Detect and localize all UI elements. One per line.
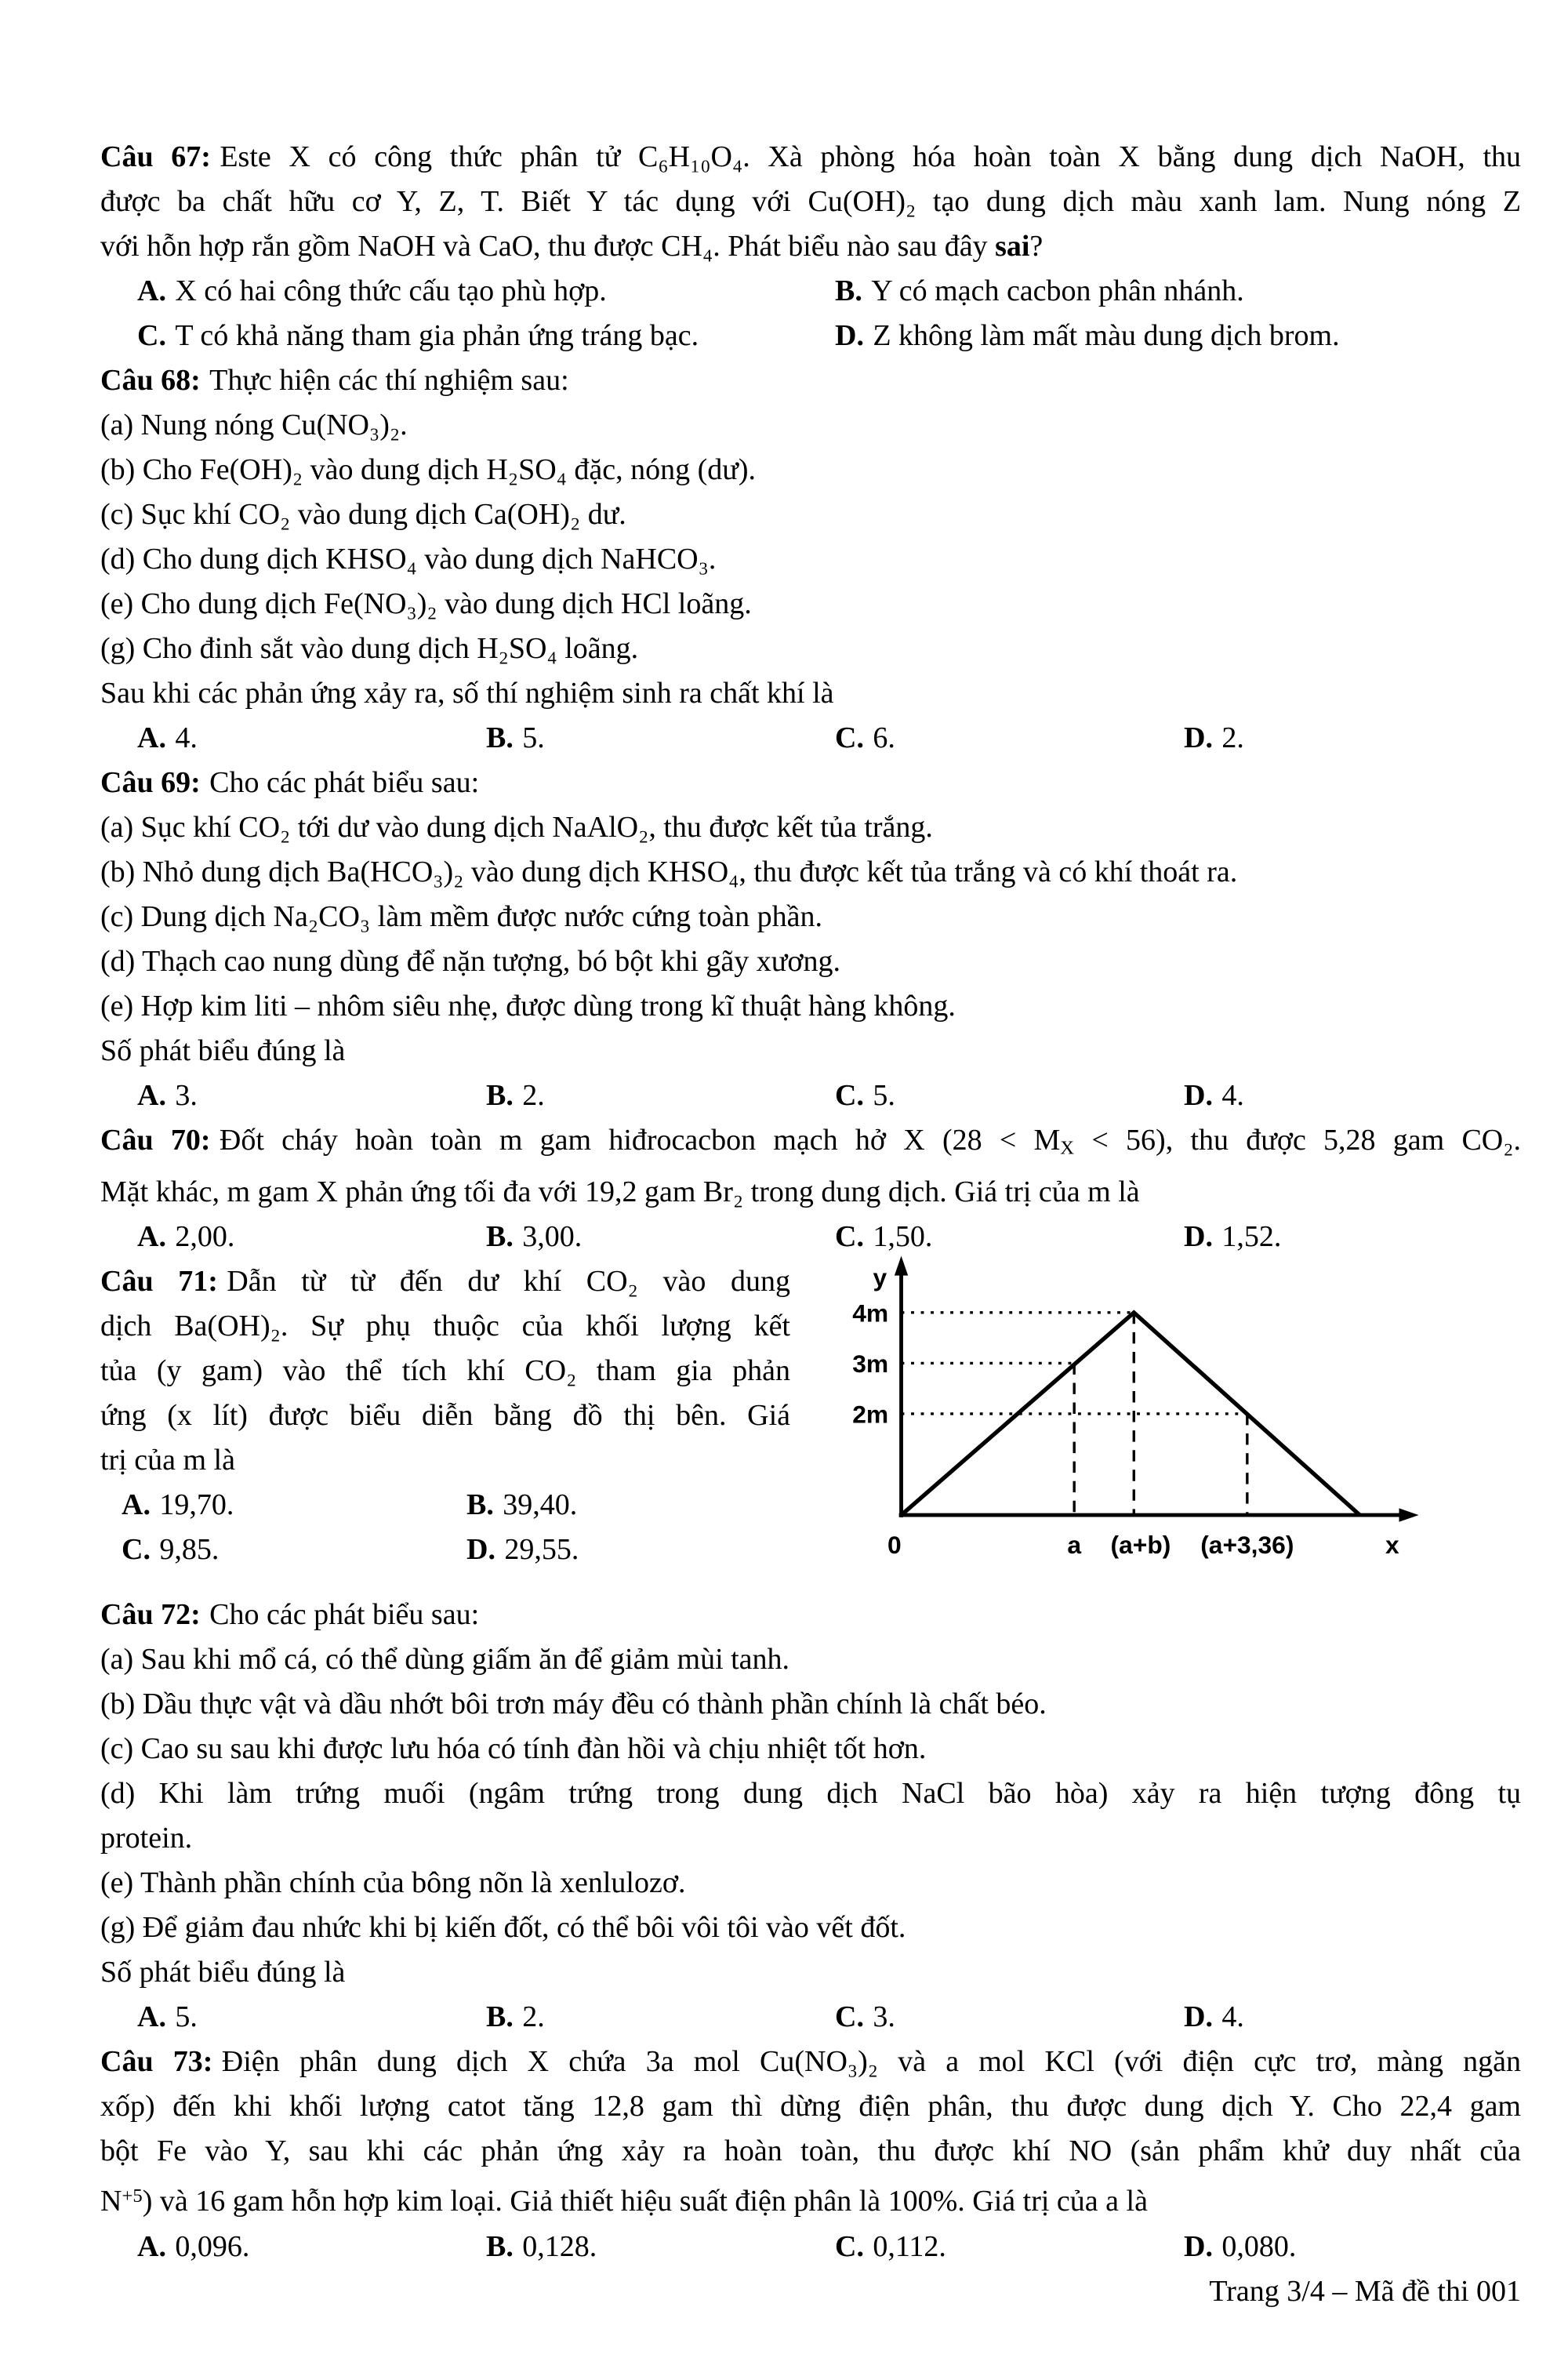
q70-text-1b: < 56), thu được 5,28 gam CO₂. — [1074, 1124, 1521, 1157]
q69-option-b-text: 2. — [522, 1079, 545, 1112]
q72-number: Câu 72: — [100, 1598, 201, 1632]
graph-ytick-4m: 4m — [852, 1299, 889, 1328]
q73-superscript-plus5: +5 — [122, 2185, 143, 2207]
q68-header — [100, 358, 1521, 403]
q70-option-a-text: 2,00. — [175, 1220, 235, 1254]
q68-option-b-text: 5. — [522, 721, 545, 754]
q70-option-b — [486, 1215, 835, 1259]
y-axis-arrowhead — [895, 1256, 908, 1276]
q71-text-column — [100, 1259, 790, 1572]
q69-intro: Cho các phát biểu sau: — [209, 766, 480, 799]
q71-line-2: dịch Ba(OH)₂. Sự phụ thuộc của khối lượng kết — [100, 1310, 790, 1343]
q69-options-row — [100, 1074, 1521, 1118]
q71-option-d-letter: D. — [466, 1533, 495, 1567]
q67-line-2: được ba chất hữu cơ Y, Z, T. Biết Y tác dụng với Cu(OH)₂ tạo dung dịch màu xanh lam. Nung nóng Z — [100, 185, 1521, 218]
q72-option-d-letter: D. — [1184, 2000, 1213, 2034]
q68-option-c-letter: C. — [835, 721, 864, 754]
q73-option-d-letter: D. — [1184, 2229, 1213, 2263]
q69-option-d-text: 4. — [1221, 1079, 1244, 1112]
q71-option-b — [466, 1483, 790, 1528]
q71-option-b-text: 39,40. — [503, 1488, 578, 1522]
q67-option-b-text: Y có mạch cacbon phân nhánh. — [871, 274, 1244, 307]
q73-option-d — [1184, 2225, 1521, 2269]
q72-option-c-text: 3. — [873, 2000, 895, 2034]
q71-option-c — [122, 1528, 466, 1572]
q68-outro: Sau khi các phản ứng xảy ra, số thí nghiệm sinh ra chất khí là — [100, 677, 834, 710]
graph-x-axis-label: x — [1385, 1531, 1399, 1560]
q72-outro: Số phát biểu đúng là — [100, 1956, 346, 1989]
q71-line-5: trị của m là — [100, 1444, 235, 1477]
q72-option-c-letter: C. — [835, 2000, 864, 2034]
q73-option-a-letter: A. — [137, 2229, 166, 2263]
q67-option-c-text: T có khả năng tham gia phản ứng tráng bạc. — [175, 319, 699, 352]
q70-line-2: Mặt khác, m gam X phản ứng tối đa với 19,2 gam Br₂ trong dung dịch. Giá trị của m là — [100, 1175, 1140, 1209]
q72-item-c: (c) Cao su sau khi được lưu hóa có tính đàn hồi và chịu nhiệt tốt hơn. — [100, 1732, 927, 1766]
q69-option-d — [1184, 1074, 1521, 1118]
q69-item-d: (d) Thạch cao nung dùng để nặn tượng, bó bột khi gãy xương. — [100, 945, 840, 978]
q69-option-a-text: 3. — [175, 1079, 198, 1112]
q71-option-a-text: 19,70. — [159, 1488, 234, 1522]
q69-item-a: (a) Sục khí CO₂ tới dư vào dung dịch NaAlO₂, thu được kết tủa trắng. — [100, 811, 933, 844]
graph-origin-label: 0 — [887, 1531, 902, 1560]
q72-option-b-text: 2. — [522, 2000, 545, 2034]
q68-option-a — [137, 716, 486, 761]
graph-ytick-2m: 2m — [852, 1400, 889, 1429]
q67-text-3c: ? — [1029, 230, 1044, 263]
q71-option-c-letter: C. — [122, 1533, 151, 1567]
q71-option-c-text: 9,85. — [159, 1533, 220, 1567]
q68-item-b: (b) Cho Fe(OH)₂ vào dung dịch H₂SO₄ đặc, nóng (dư). — [100, 453, 757, 486]
q68-option-b-letter: B. — [486, 721, 514, 754]
q67-bold-sai: sai — [995, 230, 1030, 263]
q72-option-a-text: 5. — [175, 2000, 198, 2034]
q72-header — [100, 1593, 1521, 1637]
q71-options-row-1 — [100, 1483, 790, 1528]
q69-option-b-letter: B. — [486, 1079, 514, 1112]
q72-option-b-letter: B. — [486, 2000, 514, 2034]
q71-option-d — [466, 1528, 790, 1572]
q67-text-1: Este X có công thức phân tử C₆H₁₀O₄. Xà phòng hóa hoàn toàn X bằng dung dịch NaOH, thu — [220, 140, 1522, 173]
q72-option-d — [1184, 1995, 1521, 2040]
q72-intro: Cho các phát biểu sau: — [209, 1598, 480, 1632]
q68-option-b — [486, 716, 835, 761]
q72-item-g: (g) Để giảm đau nhức khi bị kiến đốt, có thể bôi vôi tôi vào vết đốt. — [100, 1911, 906, 1945]
q68-option-d-text: 2. — [1221, 721, 1244, 754]
q67-option-a — [137, 269, 835, 314]
q68-option-c-text: 6. — [873, 721, 895, 754]
q67-option-d-text: Z không làm mất màu dung dịch brom. — [873, 319, 1340, 352]
q72-item-d-line-2: protein. — [100, 1822, 193, 1855]
q73-option-b-text: 0,128. — [522, 2229, 597, 2263]
q73-line-1 — [100, 2040, 1521, 2084]
q73-line-2: xốp) đến khi khối lượng catot tăng 12,8 gam thì dừng điện phân, thu được dung dịch Y. Cho 22,4 gam — [100, 2090, 1521, 2124]
q67-number: Câu 67: — [100, 140, 211, 173]
q67-option-a-text: X có hai công thức cấu tạo phù hợp. — [175, 274, 607, 307]
q68-item-e: (e) Cho dung dịch Fe(NO₃)₂ vào dung dịch HCl loãng. — [100, 587, 752, 620]
q67-line-3 — [100, 224, 1521, 269]
q73-number: Câu 73: — [100, 2045, 213, 2079]
q72-option-c — [835, 1995, 1184, 2040]
q70-subscript-x: X — [1060, 1137, 1075, 1159]
q67-option-d-letter: D. — [835, 319, 864, 352]
q73-option-b — [486, 2225, 835, 2269]
q71-option-a-letter: A. — [122, 1488, 151, 1522]
q73-line-3: bột Fe vào Y, sau khi các phản ứng xảy ra hoàn toàn, thu được khí NO (sản phẩm khử duy nhất của — [100, 2134, 1521, 2168]
q67-options-row-2 — [100, 314, 1521, 358]
q72-item-d-line-1: (d) Khi làm trứng muối (ngâm trứng trong dung dịch NaCl bão hòa) xảy ra hiện tượng đông tụ — [100, 1777, 1521, 1811]
q73-option-c-text: 0,112. — [873, 2229, 946, 2263]
q69-item-b: (b) Nhỏ dung dịch Ba(HCO₃)₂ vào dung dịch KHSO₄, thu được kết tủa trắng và có khí thoát ra. — [100, 856, 1238, 888]
q73-text-4b: ) và 16 gam hỗn hợp kim loại. Giả thiết hiệu suất điện phân là 100%. Giá trị của a là — [142, 2185, 1148, 2218]
q68-number: Câu 68: — [100, 364, 201, 397]
q67-line-1 — [100, 135, 1521, 180]
q71-precipitate-graph — [829, 1247, 1472, 1579]
q73-line-4 — [100, 2174, 1521, 2224]
q72-options-row — [100, 1995, 1521, 2040]
q69-outro: Số phát biểu đúng là — [100, 1034, 346, 1067]
q69-option-a-letter: A. — [137, 1079, 166, 1112]
graph-xtick-a-plus-336: (a+3,36) — [1200, 1531, 1294, 1560]
q73-option-a — [137, 2225, 486, 2269]
q69-option-b — [486, 1074, 835, 1118]
q70-option-a-letter: A. — [137, 1220, 166, 1254]
q70-option-a — [137, 1215, 486, 1259]
q72-item-e: (e) Thành phần chính của bông nõn là xenlulozơ. — [100, 1866, 686, 1900]
q73-options-row — [100, 2225, 1521, 2269]
q69-option-c-letter: C. — [835, 1079, 864, 1112]
q68-option-a-text: 4. — [175, 721, 198, 754]
q71-line-3: tủa (y gam) vào thể tích khí CO₂ tham gia phản — [100, 1354, 790, 1388]
graph-xtick-a-plus-b: (a+b) — [1110, 1531, 1171, 1560]
q70-option-c-letter: C. — [835, 1220, 864, 1254]
q69-number: Câu 69: — [100, 766, 201, 799]
q67-option-c-letter: C. — [137, 319, 166, 352]
q67-option-d — [835, 314, 1521, 358]
q67-option-b — [835, 269, 1521, 314]
q68-item-a: (a) Nung nóng Cu(NO₃)₂. — [100, 409, 408, 441]
q71-block — [100, 1259, 1521, 1593]
q72-item-a: (a) Sau khi mổ cá, có thể dùng giấm ăn để giảm mùi tanh. — [100, 1643, 790, 1677]
q69-option-c-text: 5. — [873, 1079, 895, 1112]
q67-text-3a: với hỗn hợp rắn gồm NaOH và CaO, thu được CH₄. Phát biểu nào sau đây — [100, 230, 996, 263]
q73-option-a-text: 0,096. — [175, 2229, 250, 2263]
q73-option-d-text: 0,080. — [1221, 2229, 1297, 2263]
q71-text-1: Dẫn từ từ đến dư khí CO₂ vào dung — [227, 1265, 790, 1299]
q70-option-d-letter: D. — [1184, 1220, 1213, 1254]
q68-option-a-letter: A. — [137, 721, 166, 754]
q72-option-d-text: 4. — [1221, 2000, 1244, 2034]
graph-y-axis-label: y — [873, 1263, 887, 1292]
q67-option-c — [137, 314, 835, 358]
q73-option-c-letter: C. — [835, 2229, 864, 2263]
q72-option-a — [137, 1995, 486, 2040]
q69-option-d-letter: D. — [1184, 1079, 1213, 1112]
q70-option-d-text: 1,52. — [1221, 1220, 1282, 1254]
q70-option-b-text: 3,00. — [522, 1220, 583, 1254]
q71-option-d-text: 29,55. — [504, 1533, 579, 1567]
q67-option-b-letter: B. — [835, 274, 862, 307]
q69-item-c: (c) Dung dịch Na₂CO₃ làm mềm được nước cứng toàn phần. — [100, 900, 822, 933]
q72-option-a-letter: A. — [137, 2000, 166, 2034]
q69-header — [100, 761, 1521, 805]
q72-item-b: (b) Dầu thực vật và dầu nhớt bôi trơn máy đều có thành phần chính là chất béo. — [100, 1688, 1047, 1721]
q68-options-row — [100, 716, 1521, 761]
q70-number: Câu 70: — [100, 1124, 211, 1157]
q69-option-a — [137, 1074, 486, 1118]
q72-option-b — [486, 1995, 835, 2040]
q69-option-c — [835, 1074, 1184, 1118]
q71-options-row-2 — [100, 1528, 790, 1572]
q67-option-a-letter: A. — [137, 274, 166, 307]
q69-item-e: (e) Hợp kim liti – nhôm siêu nhẹ, được dùng trong kĩ thuật hàng không. — [100, 990, 956, 1023]
q70-option-c-text: 1,50. — [873, 1220, 933, 1254]
q71-option-b-letter: B. — [466, 1488, 494, 1522]
q71-number: Câu 71: — [100, 1265, 218, 1299]
graph-ytick-3m: 3m — [852, 1350, 889, 1379]
q68-option-c — [835, 716, 1184, 761]
q73-option-b-letter: B. — [486, 2229, 514, 2263]
graph-xtick-a: a — [1067, 1531, 1082, 1560]
q68-item-d: (d) Cho dung dịch KHSO₄ vào dung dịch NaHCO₃. — [100, 543, 717, 576]
q68-intro: Thực hiện các thí nghiệm sau: — [209, 364, 569, 397]
q71-line-4: ứng (x lít) được biểu diễn bằng đồ thị bên. Giá — [100, 1399, 790, 1433]
q70-option-b-letter: B. — [486, 1220, 514, 1254]
q68-option-d-letter: D. — [1184, 721, 1213, 754]
q68-option-d — [1184, 716, 1521, 761]
q67-options-row-1 — [100, 269, 1521, 314]
x-axis-arrowhead — [1399, 1509, 1419, 1522]
q70-line-1 — [100, 1118, 1521, 1170]
q73-option-c — [835, 2225, 1184, 2269]
q73-text-4a: N — [100, 2185, 122, 2218]
page-footer: Trang 3/4 – Mã đề thi 001 — [1209, 2274, 1521, 2308]
q73-text-1: Điện phân dung dịch X chứa 3a mol Cu(NO₃)₂ và a mol KCl (với điện cực trơ, màng ngăn — [221, 2045, 1522, 2079]
q71-line-1 — [100, 1259, 790, 1304]
q71-graph-container — [829, 1247, 1472, 1593]
q71-option-a — [122, 1483, 466, 1528]
q68-item-g: (g) Cho đinh sắt vào dung dịch H₂SO₄ loãng. — [100, 632, 639, 665]
q70-text-1a: Đốt cháy hoàn toàn m gam hiđrocacbon mạch hở X (28 < M — [219, 1124, 1061, 1157]
q68-item-c: (c) Sục khí CO₂ vào dung dịch Ca(OH)₂ dư. — [100, 498, 626, 531]
